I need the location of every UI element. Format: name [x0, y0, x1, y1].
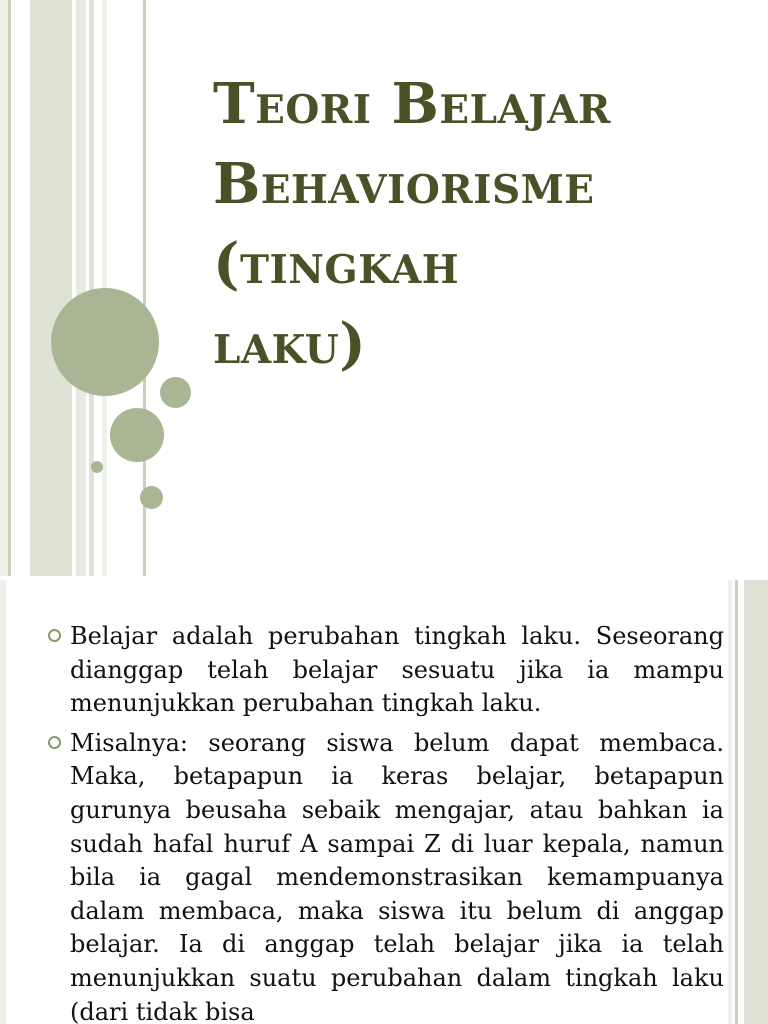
decorative-circle-large — [51, 288, 159, 396]
slide-title — [213, 64, 743, 384]
left-stripe — [0, 580, 6, 1024]
decorative-circle-small — [140, 486, 163, 509]
decorative-stripes — [0, 0, 150, 576]
stripe — [76, 0, 86, 576]
title-line: laku) — [213, 311, 367, 377]
decorative-circle-medium — [110, 408, 164, 462]
decorative-circle-small — [160, 377, 191, 408]
stripe — [30, 0, 72, 576]
stripe — [744, 580, 768, 1024]
decorative-stripes — [728, 580, 768, 1024]
title-line: Teori Belajar — [213, 71, 611, 137]
list-item — [44, 727, 724, 1024]
decorative-circle-tiny — [91, 461, 103, 473]
title-line: (tingkah — [213, 231, 460, 297]
title-line: Behaviorisme — [213, 151, 595, 217]
bullet-list — [44, 620, 724, 1024]
bullet-text: Misalnya: seorang siswa belum dapat membaca. Maka, betapapun ia keras belajar, betapapun gurunya beusaha sebaik mengajar, atau bahkan ia sudah hafal huruf A sampai Z di luar kepala, namun bila ia gagal mendemonstrasikan kemampuanya dalam membaca, maka siswa itu belum di anggap belajar. Ia di anggap telah belajar jika ia telah menunjukkan suatu perubahan dalam tingkah laku (dari tidak bisa — [70, 728, 724, 1024]
circle-bullet-icon — [48, 629, 61, 642]
stripe — [0, 0, 8, 576]
list-item — [44, 620, 724, 721]
content-slide — [0, 580, 768, 1024]
stripe — [11, 0, 30, 576]
bullet-text: Belajar adalah perubahan tingkah laku. Seseorang dianggap telah belajar sesuatu jika ia mampu menunjukkan perubahan tingkah laku. — [70, 622, 724, 718]
circle-bullet-icon — [48, 736, 61, 749]
